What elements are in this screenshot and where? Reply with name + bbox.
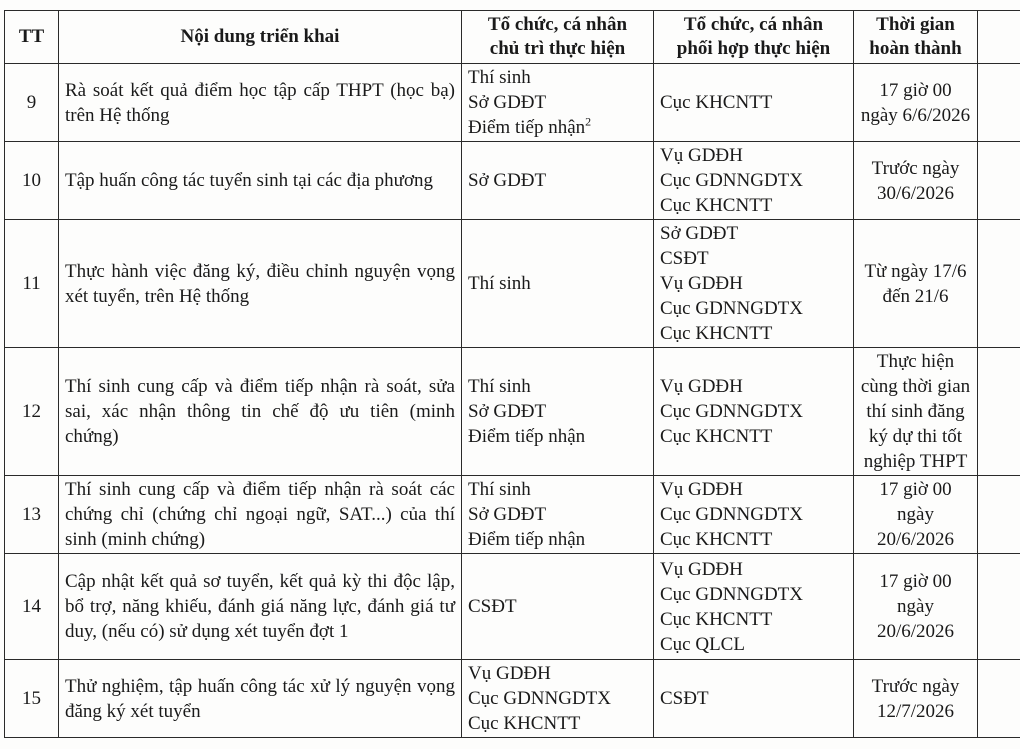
lead-line xyxy=(468,594,647,619)
cell-lead xyxy=(462,142,654,220)
cell-tt: 9 xyxy=(5,64,59,142)
coord-line-text: Cục KHCNTT xyxy=(660,426,773,447)
time-line xyxy=(860,78,971,103)
coord-line-text: Vụ GDĐH xyxy=(660,558,743,580)
table-body xyxy=(5,64,1020,738)
coord-line-text: CSĐT xyxy=(660,688,709,709)
coord-line xyxy=(660,221,847,246)
table-header xyxy=(5,11,1020,64)
coord-line xyxy=(660,527,847,552)
header-row xyxy=(5,11,1020,64)
coord-line-text: Cục KHCNTT xyxy=(660,92,773,113)
time-line xyxy=(860,399,971,424)
cell-coord xyxy=(654,348,854,476)
header-extra-cell xyxy=(978,11,1020,64)
cell-extra xyxy=(978,660,1020,738)
lead-line-text: Sở GDĐT xyxy=(468,401,547,422)
time-line-text: 17 giờ 00 xyxy=(879,479,952,500)
time-line-text: 30/6/2026 xyxy=(876,182,955,204)
coord-line-text: Sở GDĐT xyxy=(660,223,739,244)
cell-time xyxy=(854,476,978,554)
cell-coord xyxy=(654,142,854,220)
header-lead-line: chủ trì thực hiện xyxy=(489,38,626,59)
coord-line-text: Cục GDNNGDTX xyxy=(660,170,804,191)
cell-content: Thực hành việc đăng ký, điều chỉnh nguyện vọng xét tuyển, trên Hệ thống xyxy=(59,220,462,348)
coord-line-text: Cục GDNNGDTX xyxy=(660,583,804,605)
time-line xyxy=(860,594,971,644)
time-line xyxy=(860,449,971,474)
coord-line xyxy=(660,321,847,346)
coord-line xyxy=(660,296,847,321)
coord-line xyxy=(660,582,847,607)
cell-content: Cập nhật kết quả sơ tuyển, kết quả kỳ thi độc lập, bổ trợ, năng khiếu, đánh giá năng lực, đánh giá tư duy, (nếu có) sử dụng xét tuyển đợt 1 xyxy=(59,554,462,660)
cell-tt: 12 xyxy=(5,348,59,476)
cell-lead xyxy=(462,476,654,554)
header-time xyxy=(854,11,978,64)
coord-line xyxy=(660,477,847,502)
table-row xyxy=(5,476,1020,554)
cell-time xyxy=(854,660,978,738)
time-line xyxy=(860,569,971,594)
time-line xyxy=(860,424,971,449)
cell-time xyxy=(854,220,978,348)
coord-line-text: Cục KHCNTT xyxy=(660,608,773,630)
header-content: Nội dung triển khai xyxy=(59,11,462,64)
time-line xyxy=(860,374,971,399)
table-row xyxy=(5,220,1020,348)
time-line-text: cùng thời gian xyxy=(860,376,971,397)
lead-line-text: Sở GDĐT xyxy=(468,170,547,191)
lead-line-text: Thí sinh xyxy=(468,376,531,397)
cell-tt: 13 xyxy=(5,476,59,554)
coord-line xyxy=(660,271,847,296)
time-line-text: 12/7/2026 xyxy=(876,700,955,722)
time-line xyxy=(860,284,971,309)
cell-coord xyxy=(654,476,854,554)
time-line-text: 17 giờ 00 xyxy=(879,571,952,592)
header-coord-line: phối hợp thực hiện xyxy=(676,38,831,59)
lead-line xyxy=(468,271,647,296)
footnote-marker: 2 xyxy=(585,114,592,129)
lead-line xyxy=(468,661,647,686)
cell-extra xyxy=(978,142,1020,220)
time-line-text: ngày 20/6/2026 xyxy=(876,504,955,550)
lead-line xyxy=(468,686,647,711)
time-line-text: ngày 6/6/2026 xyxy=(860,104,971,126)
table-row xyxy=(5,660,1020,738)
table-row xyxy=(5,348,1020,476)
time-line-text: 17 giờ 00 xyxy=(879,79,952,101)
cell-tt: 14 xyxy=(5,554,59,660)
coord-line xyxy=(660,193,847,218)
cell-content: Rà soát kết quả điểm học tập cấp THPT (học bạ) trên Hệ thống xyxy=(59,64,462,142)
coord-line xyxy=(660,399,847,424)
time-line-text: Trước ngày xyxy=(871,675,960,697)
coord-line xyxy=(660,502,847,527)
lead-line xyxy=(468,168,647,193)
coord-line xyxy=(660,607,847,632)
header-lead xyxy=(462,11,654,64)
lead-line xyxy=(468,502,647,527)
lead-line-text: Sở GDĐT xyxy=(468,92,547,113)
header-time-line: hoàn thành xyxy=(869,38,962,59)
cell-time xyxy=(854,64,978,142)
time-line xyxy=(860,181,971,206)
coord-line xyxy=(660,90,847,115)
coord-line-text: Vụ GDĐH xyxy=(660,273,743,294)
lead-line-text: Thí sinh xyxy=(468,67,531,88)
coord-line-text: Vụ GDĐH xyxy=(660,376,743,397)
coord-line-text: Cục GDNNGDTX xyxy=(660,401,804,422)
lead-line-text: Cục KHCNTT xyxy=(468,713,581,734)
lead-line xyxy=(468,477,647,502)
cell-lead xyxy=(462,220,654,348)
lead-line-text: Thí sinh xyxy=(468,273,531,294)
coord-line xyxy=(660,632,847,657)
cell-content: Tập huấn công tác tuyển sinh tại các địa phương xyxy=(59,142,462,220)
cell-extra xyxy=(978,348,1020,476)
cell-coord xyxy=(654,220,854,348)
coord-line xyxy=(660,557,847,582)
time-line-text: Từ ngày 17/6 xyxy=(864,260,967,282)
cell-lead xyxy=(462,64,654,142)
cell-coord xyxy=(654,554,854,660)
time-line xyxy=(860,502,971,552)
cell-tt: 15 xyxy=(5,660,59,738)
table-row xyxy=(5,554,1020,660)
time-line-text: Thực hiện xyxy=(876,351,955,372)
cell-tt: 11 xyxy=(5,220,59,348)
lead-line xyxy=(468,399,647,424)
time-line xyxy=(860,674,971,699)
header-time-line: Thời gian xyxy=(876,14,955,35)
time-line-text: ký dự thi tốt xyxy=(868,426,963,447)
header-lead-line: Tổ chức, cá nhân xyxy=(487,14,628,35)
cell-content: Thí sinh cung cấp và điểm tiếp nhận rà soát các chứng chỉ (chứng chỉ ngoại ngữ, SAT...) của thí sinh (minh chứng) xyxy=(59,476,462,554)
coord-line-text: CSĐT xyxy=(660,248,709,269)
coord-line xyxy=(660,686,847,711)
time-line-text: Trước ngày xyxy=(871,157,960,179)
coord-line-text: Cục KHCNTT xyxy=(660,323,773,344)
cell-lead xyxy=(462,554,654,660)
lead-line-text: Thí sinh xyxy=(468,479,531,500)
lead-line-text: Vụ GDĐH xyxy=(468,663,551,684)
lead-line xyxy=(468,65,647,90)
time-line xyxy=(860,477,971,502)
schedule-table xyxy=(4,10,1020,738)
table-row xyxy=(5,64,1020,142)
lead-line xyxy=(468,527,647,552)
cell-extra xyxy=(978,476,1020,554)
coord-line-text: Cục KHCNTT xyxy=(660,529,773,550)
coord-line xyxy=(660,424,847,449)
time-line-text: đến 21/6 xyxy=(882,285,949,307)
time-line xyxy=(860,156,971,181)
cell-tt: 10 xyxy=(5,142,59,220)
time-line xyxy=(860,699,971,724)
cell-lead xyxy=(462,348,654,476)
lead-line-text: Cục GDNNGDTX xyxy=(468,688,612,709)
coord-line-text: Cục QLCL xyxy=(660,633,745,655)
lead-line-text: Điểm tiếp nhận xyxy=(468,529,586,550)
cell-extra xyxy=(978,64,1020,142)
lead-line xyxy=(468,424,647,449)
cell-content: Thí sinh cung cấp và điểm tiếp nhận rà soát, sửa sai, xác nhận thông tin chế độ ưu tiên (minh chứng) xyxy=(59,348,462,476)
cell-content: Thử nghiệm, tập huấn công tác xử lý nguyện vọng đăng ký xét tuyển xyxy=(59,660,462,738)
table-row xyxy=(5,142,1020,220)
lead-line-text: CSĐT xyxy=(468,596,517,617)
coord-line xyxy=(660,168,847,193)
time-line xyxy=(860,259,971,284)
coord-line xyxy=(660,374,847,399)
cell-coord xyxy=(654,660,854,738)
header-tt: TT xyxy=(5,11,59,64)
coord-line-text: Vụ GDĐH xyxy=(660,145,743,166)
lead-line-text: Điểm tiếp nhận xyxy=(468,426,586,447)
lead-line xyxy=(468,90,647,115)
header-coord-line: Tổ chức, cá nhân xyxy=(683,14,824,35)
lead-line xyxy=(468,711,647,736)
lead-line xyxy=(468,374,647,399)
coord-line-text: Vụ GDĐH xyxy=(660,479,743,500)
cell-extra xyxy=(978,220,1020,348)
time-line-text: ngày 20/6/2026 xyxy=(876,596,955,642)
coord-line-text: Cục KHCNTT xyxy=(660,195,773,216)
coord-line xyxy=(660,143,847,168)
cell-time xyxy=(854,142,978,220)
coord-line xyxy=(660,246,847,271)
cell-time xyxy=(854,348,978,476)
cell-time xyxy=(854,554,978,660)
lead-line-text: Sở GDĐT xyxy=(468,504,547,525)
lead-line xyxy=(468,115,647,140)
coord-line-text: Cục GDNNGDTX xyxy=(660,298,804,319)
time-line xyxy=(860,103,971,128)
header-coord xyxy=(654,11,854,64)
cell-extra xyxy=(978,554,1020,660)
coord-line-text: Cục GDNNGDTX xyxy=(660,504,804,525)
cell-coord xyxy=(654,64,854,142)
time-line xyxy=(860,349,971,374)
cell-lead xyxy=(462,660,654,738)
time-line-text: thí sinh đăng xyxy=(866,401,965,422)
lead-line-text: Điểm tiếp nhận xyxy=(468,117,586,138)
time-line-text: nghiệp THPT xyxy=(863,451,968,472)
